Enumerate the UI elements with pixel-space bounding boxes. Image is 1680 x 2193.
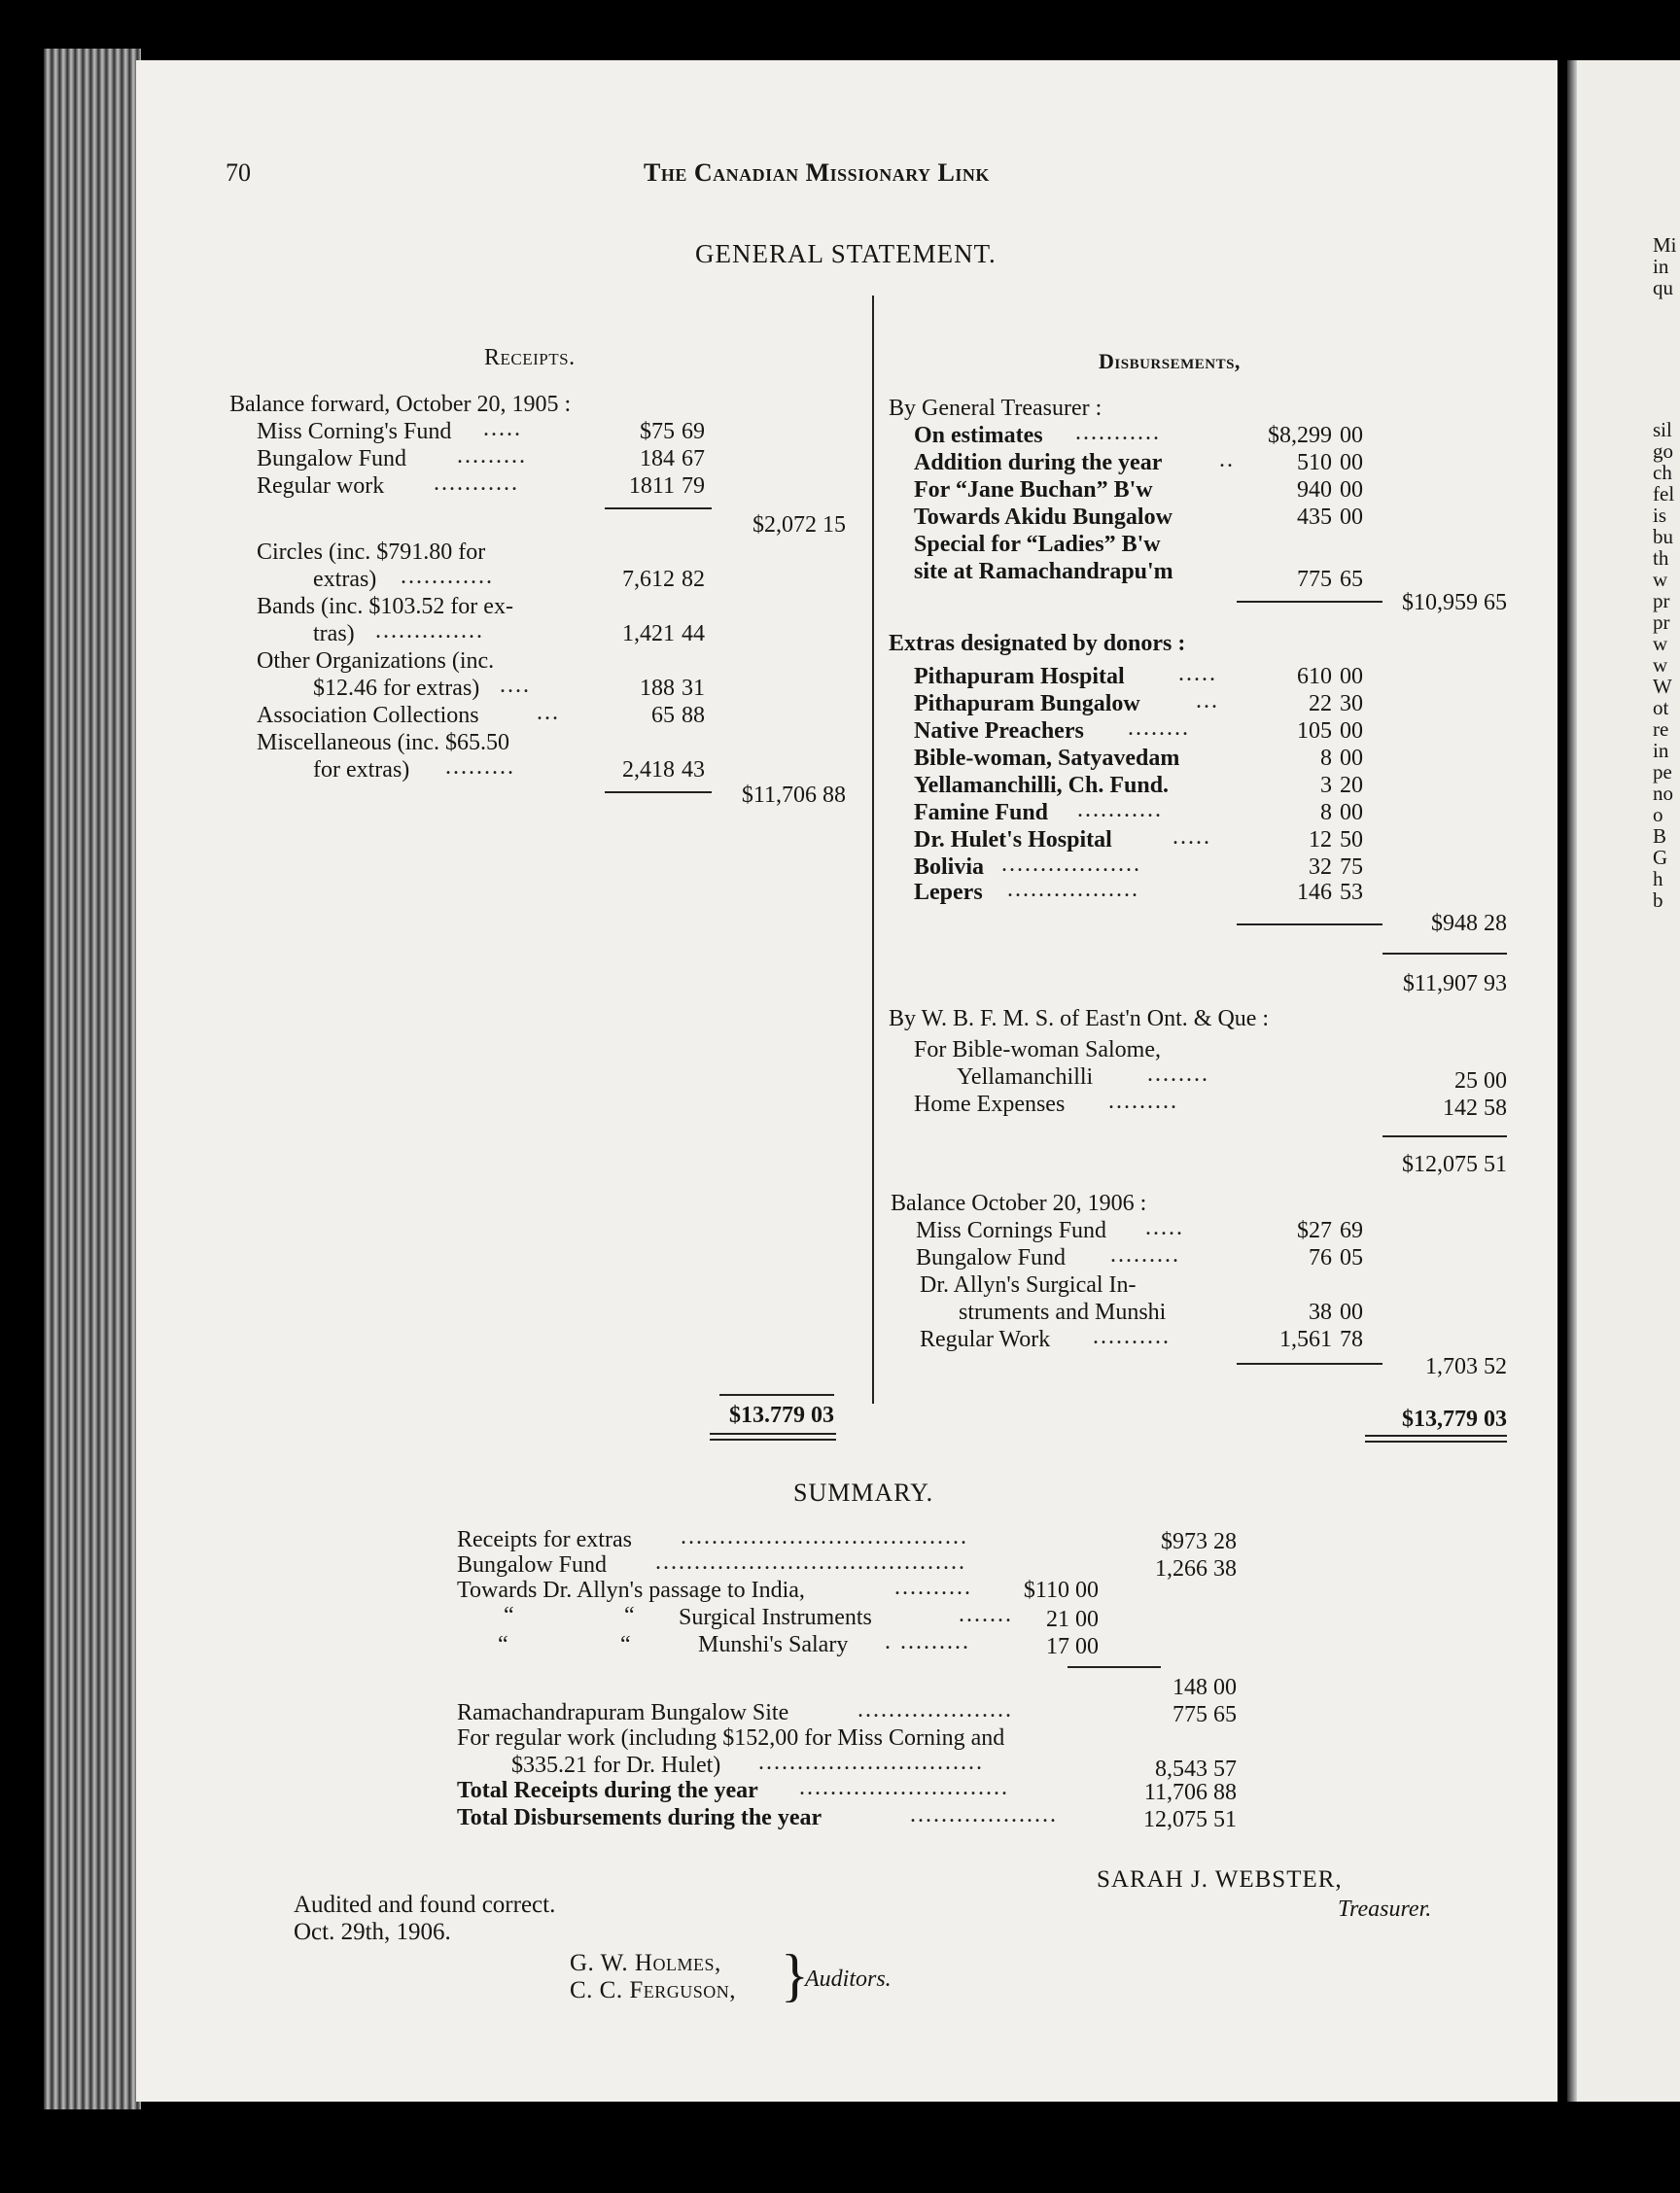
- munshi-amount: 17 00: [1046, 1634, 1099, 1659]
- misc-cents: 43: [682, 757, 705, 783]
- audit-date: Oct. 29th, 1906.: [294, 1919, 451, 1945]
- extra-dollars: 610: [1297, 664, 1332, 689]
- extra-dollars: 105: [1297, 718, 1332, 744]
- fragment-text: sil: [1653, 418, 1672, 441]
- extra-cents: 50: [1340, 827, 1363, 853]
- balance-subtotal: 1,703 52: [1425, 1354, 1507, 1379]
- allyn-label: struments and Munshi: [959, 1300, 1167, 1325]
- leader-dots: ........: [1147, 1062, 1209, 1087]
- fragment-text: no: [1653, 782, 1673, 805]
- rule: [719, 1394, 834, 1396]
- column-divider: [872, 296, 874, 1404]
- site-amount: 775 65: [1172, 1702, 1237, 1727]
- balance-dollars: 76: [1309, 1245, 1332, 1271]
- extra-cents: 00: [1340, 800, 1363, 825]
- allyn-dollars: 38: [1309, 1300, 1332, 1325]
- balance-cents: 69: [1340, 1218, 1363, 1243]
- regular-work-cents: 78: [1340, 1327, 1363, 1352]
- summary-label: Bungalow Fund: [457, 1552, 608, 1578]
- double-rule: [1365, 1435, 1507, 1437]
- extra-dollars: 12: [1309, 827, 1332, 853]
- bands-dollars: 1,421: [622, 621, 675, 646]
- extras-label: Extras designated by donors :: [889, 631, 1186, 656]
- circles-cents: 82: [682, 567, 705, 592]
- leader-dots: ..: [1219, 447, 1235, 472]
- leader-dots: ....................: [858, 1697, 1013, 1723]
- leader-dots: ...: [1196, 688, 1219, 714]
- leader-dots: .........: [445, 754, 515, 780]
- rule: [605, 791, 712, 793]
- circles-label: extras): [313, 567, 377, 592]
- receipts-total: $13.779 03: [729, 1403, 834, 1428]
- disb-cents: 00: [1340, 423, 1363, 448]
- leader-dots: .......: [959, 1602, 1013, 1627]
- extra-cents: 75: [1340, 854, 1363, 880]
- running-total-1: $11,907 93: [1402, 971, 1507, 996]
- wbfms-label: By W. B. F. M. S. of East'n Ont. & Que :: [889, 1006, 1270, 1031]
- fund-label: Bungalow Fund: [257, 446, 407, 471]
- bands-cents: 44: [682, 621, 705, 646]
- ladies-cents: 65: [1340, 567, 1363, 592]
- site-label: Ramachandrapuram Bungalow Site: [457, 1700, 789, 1725]
- association-cents: 88: [682, 703, 705, 728]
- disb-label: On estimates: [914, 423, 1043, 448]
- rule: [1237, 601, 1382, 603]
- home-expenses-amount: 142 58: [1443, 1096, 1507, 1121]
- disbursements-total: $13,779 03: [1402, 1407, 1507, 1432]
- extra-label: Pithapuram Bungalow: [914, 691, 1140, 716]
- allyn-passage-label: Towards Dr. Allyn's passage to India,: [457, 1578, 805, 1603]
- surgical-amount: 21 00: [1046, 1607, 1099, 1632]
- extra-dollars: 8: [1320, 800, 1332, 825]
- page: [136, 60, 1558, 2102]
- extra-label: Bible-woman, Satyavedam: [914, 746, 1180, 771]
- fragment-text: w: [1653, 568, 1668, 591]
- fragment-text: b: [1653, 888, 1663, 912]
- extra-dollars: 3: [1320, 773, 1332, 798]
- ditto-mark: “: [504, 1603, 514, 1628]
- treasurer-name: SARAH J. WEBSTER,: [1097, 1866, 1343, 1893]
- salome-label: For Bible-woman Salome,: [914, 1037, 1161, 1062]
- ditto-mark: “: [498, 1632, 508, 1657]
- fragment-text: Mi: [1653, 233, 1677, 257]
- leader-dots: .....: [1172, 824, 1211, 850]
- book-gutter: [44, 49, 141, 2109]
- leader-dots: ..........: [894, 1575, 972, 1600]
- extra-cents: 53: [1340, 880, 1363, 905]
- surgical-label: Surgical Instruments: [679, 1605, 872, 1630]
- home-expenses-label: Home Expenses: [914, 1092, 1066, 1117]
- leader-dots: .................: [1007, 877, 1139, 902]
- fragment-text: G: [1653, 846, 1668, 869]
- leader-dots: ........................................: [655, 1549, 966, 1575]
- rule: [1237, 923, 1382, 925]
- leader-dots: . .........: [885, 1629, 970, 1654]
- extra-label: Dr. Hulet's Hospital: [914, 827, 1112, 853]
- fragment-text: th: [1653, 546, 1669, 570]
- fragment-text: re: [1653, 717, 1669, 741]
- association-label: Association Collections: [257, 703, 479, 728]
- ditto-mark: “: [624, 1603, 635, 1628]
- leader-dots: .........: [1110, 1242, 1180, 1268]
- summary-amount: 1,266 38: [1155, 1556, 1237, 1582]
- treasurer-title: Treasurer.: [1338, 1897, 1432, 1922]
- ditto-mark: “: [620, 1632, 631, 1657]
- leader-dots: ...........: [1075, 420, 1161, 445]
- disb-label: Towards Akidu Bungalow: [914, 505, 1172, 530]
- bands-label: tras): [313, 621, 355, 646]
- rule: [1382, 1135, 1507, 1137]
- receipts-subtotal-2: $11,706 88: [741, 783, 846, 808]
- salome-label: Yellamanchilli: [957, 1064, 1094, 1090]
- disb-dollars: 510: [1297, 450, 1332, 475]
- misc-label: for extras): [313, 757, 410, 783]
- fragment-text: go: [1653, 439, 1673, 463]
- disb-label: Addition during the year: [914, 450, 1163, 475]
- page-shadow: [1567, 60, 1577, 2102]
- munshi-label: Munshi's Salary: [698, 1632, 849, 1657]
- leader-dots: ...: [537, 700, 560, 725]
- extra-label: Famine Fund: [914, 800, 1049, 825]
- leader-dots: .........: [457, 443, 527, 469]
- general-subtotal: $10,959 65: [1402, 590, 1507, 615]
- fund-label: Regular work: [257, 473, 385, 499]
- extra-label: Bolivia: [914, 854, 985, 880]
- leader-dots: ..................: [1001, 852, 1141, 877]
- running-title: The Canadian Missionary Link: [644, 158, 990, 187]
- balance-label: Miss Cornings Fund: [916, 1218, 1107, 1243]
- circles-label: Circles (inc. $791.80 for: [257, 540, 486, 565]
- fund-cents: 69: [682, 419, 705, 444]
- leader-dots: .....: [1145, 1215, 1184, 1240]
- extra-label: Pithapuram Hospital: [914, 664, 1125, 689]
- fragment-text: pe: [1653, 760, 1672, 783]
- allyn-cents: 00: [1340, 1300, 1363, 1325]
- leader-dots: ..............: [375, 618, 484, 644]
- other-orgs-label: $12.46 for extras): [313, 676, 480, 701]
- fund-cents: 67: [682, 446, 705, 471]
- fragment-text: in: [1653, 255, 1669, 278]
- leader-dots: .............................: [758, 1750, 984, 1775]
- salome-amount: 25 00: [1454, 1068, 1507, 1094]
- balance-1906-label: Balance October 20, 1906 :: [891, 1191, 1147, 1216]
- leader-dots: ...........................: [799, 1775, 1009, 1800]
- fragment-text: B: [1653, 824, 1667, 848]
- other-orgs-label: Other Organizations (inc.: [257, 648, 495, 674]
- total-receipts-label: Total Receipts during the year: [457, 1778, 758, 1803]
- summary-heading: SUMMARY.: [793, 1479, 934, 1507]
- double-rule: [710, 1439, 836, 1441]
- facing-page-edge: [1567, 60, 1680, 2102]
- regular-work-label: Regular Work: [920, 1327, 1051, 1352]
- regular-work-summary-label: $335.21 for Dr. Hulet): [511, 1753, 721, 1778]
- bands-label: Bands (inc. $103.52 for ex-: [257, 594, 513, 619]
- disb-dollars: 940: [1297, 477, 1332, 503]
- extra-label: Native Preachers: [914, 718, 1084, 744]
- double-rule: [710, 1433, 836, 1435]
- leader-dots: .........: [1108, 1089, 1178, 1114]
- leader-dots: ...........: [1077, 797, 1163, 822]
- fragment-text: pr: [1653, 589, 1670, 612]
- leader-dots: ...........: [434, 470, 519, 496]
- fragment-text: w: [1653, 653, 1668, 677]
- extra-label: Lepers: [914, 880, 983, 905]
- fund-dollars: 1811: [628, 473, 675, 499]
- fragment-text: fel: [1653, 482, 1675, 505]
- fragment-text: pr: [1653, 610, 1670, 634]
- statement-title: GENERAL STATEMENT.: [695, 239, 997, 268]
- total-disbursements-label: Total Disbursements during the year: [457, 1805, 822, 1830]
- leader-dots: .....: [1178, 661, 1217, 686]
- fund-dollars: $75: [640, 419, 675, 444]
- leader-dots: ....: [500, 673, 531, 698]
- extra-dollars: 8: [1320, 746, 1332, 771]
- extra-cents: 20: [1340, 773, 1363, 798]
- fund-label: Miss Corning's Fund: [257, 419, 452, 444]
- auditor-name: G. W. Holmes,: [570, 1950, 721, 1976]
- disbursements-heading: Disbursements,: [1099, 349, 1241, 373]
- fragment-text: h: [1653, 867, 1663, 890]
- ladies-label: site at Ramachandrapu'm: [914, 559, 1173, 584]
- regular-work-summary-amount: 8,543 57: [1155, 1757, 1237, 1782]
- disb-label: For “Jane Buchan” B'w: [914, 477, 1153, 503]
- general-treasurer-label: By General Treasurer :: [889, 396, 1102, 421]
- fund-cents: 79: [682, 473, 705, 499]
- fragment-text: W: [1653, 675, 1672, 698]
- rule: [1382, 953, 1507, 955]
- leader-dots: ...................: [910, 1802, 1058, 1828]
- fragment-text: o: [1653, 803, 1663, 826]
- summary-amount: $973 28: [1161, 1529, 1237, 1554]
- misc-label: Miscellaneous (inc. $65.50: [257, 730, 509, 755]
- fragment-text: ot: [1653, 696, 1669, 719]
- allyn-total: 148 00: [1172, 1675, 1237, 1700]
- double-rule: [1365, 1441, 1507, 1443]
- disb-cents: 00: [1340, 450, 1363, 475]
- association-dollars: 65: [651, 703, 675, 728]
- leader-dots: .....................................: [681, 1524, 968, 1549]
- regular-work-dollars: 1,561: [1279, 1327, 1332, 1352]
- regular-work-summary-label: For regular work (includıng $152,00 for Miss Corning and: [457, 1725, 1005, 1751]
- fund-dollars: 184: [640, 446, 675, 471]
- receipts-subtotal-1: $2,072 15: [752, 512, 846, 538]
- extra-cents: 00: [1340, 746, 1363, 771]
- extra-dollars: 22: [1309, 691, 1332, 716]
- leader-dots: .....: [483, 416, 522, 441]
- ladies-label: Special for “Ladies” B'w: [914, 532, 1161, 557]
- balance-label: Bungalow Fund: [916, 1245, 1067, 1271]
- fragment-text: qu: [1653, 276, 1673, 299]
- balance-cents: 05: [1340, 1245, 1363, 1271]
- summary-label: Receipts for extras: [457, 1527, 632, 1552]
- rule: [605, 507, 712, 509]
- disb-dollars: 435: [1297, 505, 1332, 530]
- extra-cents: 00: [1340, 718, 1363, 744]
- leader-dots: ............: [401, 564, 494, 589]
- rule: [1237, 1363, 1382, 1365]
- balance-dollars: $27: [1297, 1218, 1332, 1243]
- ladies-dollars: 775: [1297, 567, 1332, 592]
- extra-label: Yellamanchilli, Ch. Fund.: [914, 773, 1170, 798]
- allyn-label: Dr. Allyn's Surgical In-: [920, 1272, 1137, 1298]
- extra-cents: 00: [1340, 664, 1363, 689]
- allyn-passage-amount: $110 00: [1023, 1578, 1099, 1603]
- receipts-balance-label: Balance forward, October 20, 1905 :: [229, 392, 572, 417]
- extra-cents: 30: [1340, 691, 1363, 716]
- running-total-2: $12,075 51: [1402, 1152, 1507, 1177]
- audited-note: Audited and found correct.: [294, 1892, 556, 1918]
- fragment-text: in: [1653, 739, 1669, 762]
- total-disbursements-amount: 12,075 51: [1143, 1807, 1237, 1832]
- extra-dollars: 146: [1297, 880, 1332, 905]
- rule: [1068, 1666, 1161, 1668]
- auditor-name: C. C. Ferguson,: [570, 1977, 737, 2003]
- disb-cents: 00: [1340, 477, 1363, 503]
- extras-subtotal: $948 28: [1431, 911, 1507, 936]
- fragment-text: bu: [1653, 525, 1673, 548]
- misc-dollars: 2,418: [622, 757, 675, 783]
- circles-dollars: 7,612: [622, 567, 675, 592]
- disb-cents: 00: [1340, 505, 1363, 530]
- total-receipts-amount: 11,706 88: [1143, 1780, 1237, 1805]
- fragment-text: is: [1653, 504, 1667, 527]
- disb-dollars: $8,299: [1268, 423, 1332, 448]
- other-orgs-dollars: 188: [640, 676, 675, 701]
- auditors-label: Auditors.: [805, 1967, 892, 1992]
- fragment-text: w: [1653, 632, 1668, 655]
- brace-mark: }: [781, 1943, 809, 2007]
- page-number: 70: [226, 158, 251, 187]
- other-orgs-cents: 31: [682, 676, 705, 701]
- leader-dots: ..........: [1093, 1324, 1171, 1349]
- fragment-text: ch: [1653, 461, 1672, 484]
- extra-dollars: 32: [1309, 854, 1332, 880]
- receipts-heading: Receipts.: [484, 345, 576, 370]
- leader-dots: ........: [1128, 715, 1190, 741]
